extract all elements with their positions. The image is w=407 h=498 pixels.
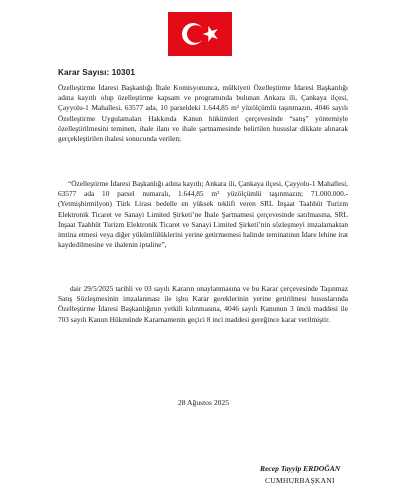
decision-paragraph-3: dair 29/5/2025 tarihli ve 03 sayılı Kararın onaylanmasına ve bu Karar çerçevesinde Taşınmaz Satış Sözleşmesinin imzalanması ile işbu Karar gereklerinin yerine getirilmesi hususlarında Özelleştirme İdaresi Başkanlığının yetkili kılınmasına, 4046 sayılı Kanunun 3 üncü maddesi ile 703 sayılı Kanun Hükmünde Kararnamenin geçici 8 inci maddesi gereğince karar verilmiştir. <box>58 284 348 324</box>
signer-title: CUMHURBAŞKANI <box>265 476 335 485</box>
turkish-flag-icon <box>168 12 232 56</box>
decision-paragraph-2: “Özelleştirme İdaresi Başkanlığı adına kayıtlı; Ankara ili, Çankaya ilçesi, Çayyolu-1 Mahallesi, 63577 ada 10 parsel numaralı, 1.644,85 m² yüzölçümlü taşınmazın; 71.000.000.- (Yetmişbirmilyon) Türk Lirası bedelle en yüksek teklifi veren SRL İnşaat Taahhüt Turizm Elektronik Ticaret ve Sanayi Limited Şirketi’ne İhale Şartnamesi çerçevesinde satılmasına, SRL İnşaat Taahhüt Turizm Elektronik Ticaret ve Sanayi Limited Şirketi’nin sözleşmeyi imzalamaktan imtina etmesi veya diğer yükümlülüklerini yerine getirmemesi halinde teminatının İdare lehine irat kaydedilmesine ve ihalenin iptaline”, <box>58 179 348 250</box>
signer-name: Recep Tayyip ERDOĞAN <box>260 464 341 473</box>
decree-date: 28 Ağustos 2025 <box>177 398 230 407</box>
decision-paragraph-1: Özelleştirme İdaresi Başkanlığı İhale Komisyonunca, mülkiyeti Özelleştirme İdaresi Başkanlığı adına kayıtlı olup özelleştirme kapsam ve programında bulunan Ankara ili, Çankaya ilçesi, Çayyolu-1 Mahallesi, 63577 ada, 10 parseldeki 1.644,85 m² yüzölçümlü taşınmazın, 4046 sayılı Özelleştirme Uygulamaları Hakkında Kanun hükümleri çerçevesinde “satış” yöntemiyle özelleştirilmesini teminen, ihale ilanı ve ihale şartnamesinde belirtilen hususlar dikkate alınarak gerçekleştirilen ihalesi sonucunda verilen; <box>58 83 348 144</box>
decision-number: Karar Sayısı: 10301 <box>58 68 136 77</box>
